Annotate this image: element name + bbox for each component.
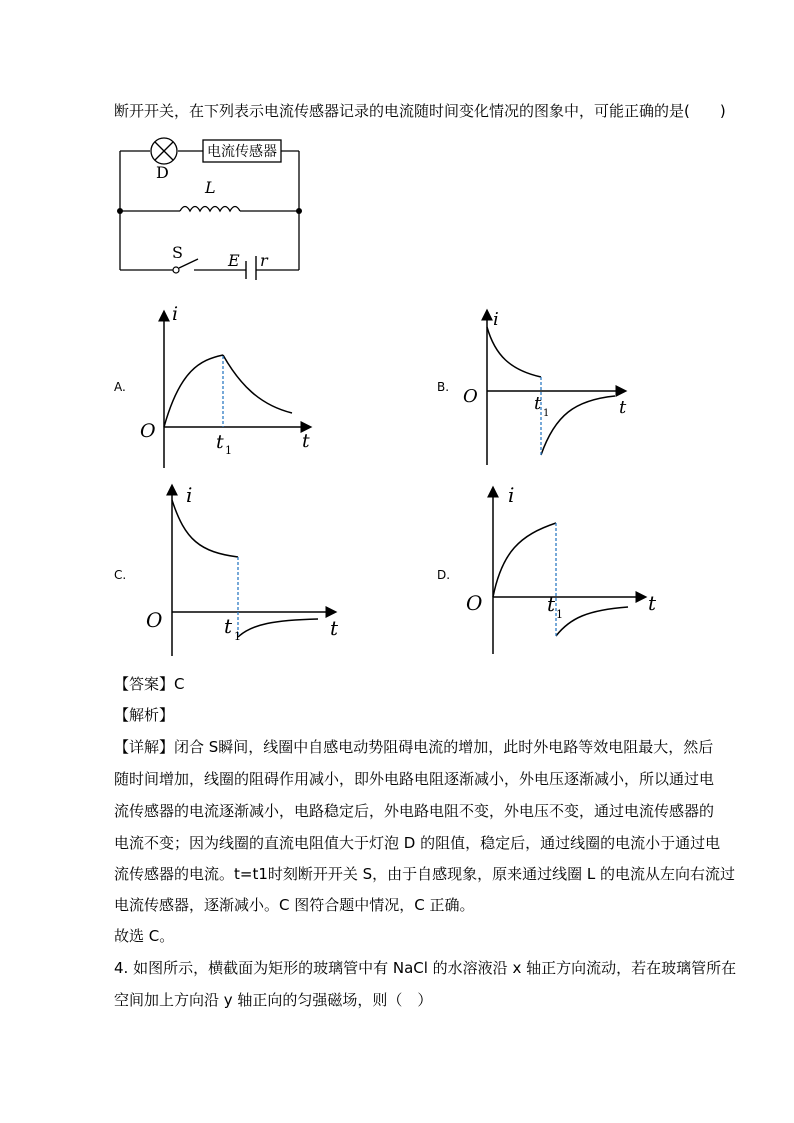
lamp-label: D bbox=[156, 163, 169, 182]
axis-label-i: i bbox=[508, 483, 515, 507]
axis-label-t: t bbox=[619, 397, 627, 418]
next-question-line: 4. 如图所示，横截面为矩形的玻璃管中有 NaCl 的水溶液沿 x 轴正方向流动，若在玻璃管所在 bbox=[114, 959, 737, 977]
switch-label: S bbox=[172, 243, 183, 262]
inductor-coil bbox=[180, 207, 240, 212]
graph-d bbox=[460, 480, 670, 655]
axis-label-O: O bbox=[463, 386, 478, 407]
axis-label-O: O bbox=[146, 608, 163, 632]
axis-label-t1-sub: 1 bbox=[234, 630, 241, 643]
axis-label-t1: t bbox=[216, 431, 224, 453]
graph-a bbox=[130, 300, 330, 472]
detail-line: 电流传感器，逐渐减小。C 图符合题中情况，C 正确。 bbox=[114, 896, 475, 914]
current-sensor-label: 电流传感器 bbox=[207, 144, 277, 160]
axis-label-t1-sub: 1 bbox=[543, 408, 550, 419]
axis-label-t: t bbox=[330, 616, 339, 640]
axis-label-t: t bbox=[648, 591, 657, 615]
option-b-letter: B. bbox=[437, 380, 450, 394]
resistance-label: r bbox=[260, 251, 268, 270]
inductor-label: L bbox=[205, 178, 216, 197]
option-c-letter: C. bbox=[114, 568, 127, 582]
question-stem: 断开开关，在下列表示电流传感器记录的电流随时间变化情况的图象中，可能正确的是( ) bbox=[114, 102, 726, 120]
conclusion: 故选 C。 bbox=[114, 927, 175, 945]
emf-label: E bbox=[228, 251, 240, 270]
battery-symbol bbox=[246, 256, 256, 280]
axis-label-t: t bbox=[302, 430, 310, 452]
axis-label-t1: t bbox=[224, 614, 233, 638]
detail-line: 电流不变；因为线圈的直流电阻值大于灯泡 D 的阻值，稳定后，通过线圈的电流小于通过电 bbox=[114, 834, 721, 852]
option-d-letter: D. bbox=[437, 568, 451, 582]
axis-label-O: O bbox=[466, 591, 483, 615]
detail-line: 流传感器的电流。t=t1时刻断开开关 S，由于自感现象，原来通过线圈 L 的电流从左向右流过 bbox=[114, 865, 736, 883]
axis-label-t1-sub: 1 bbox=[556, 608, 563, 621]
lamp-symbol bbox=[151, 138, 177, 164]
axis-label-t1: t bbox=[534, 393, 542, 414]
graph-c bbox=[140, 480, 360, 660]
circuit-diagram bbox=[110, 130, 320, 280]
axis-label-t1: t bbox=[547, 592, 556, 616]
graph-b bbox=[455, 305, 645, 470]
analysis-heading: 【解析】 bbox=[114, 706, 175, 724]
axis-label-i: i bbox=[186, 483, 193, 507]
answer-line: 【答案】C bbox=[114, 675, 185, 693]
axis-label-i: i bbox=[493, 309, 499, 330]
axis-label-i: i bbox=[172, 303, 179, 325]
axis-label-t1-sub: 1 bbox=[225, 444, 232, 457]
axis-label-O: O bbox=[140, 420, 156, 442]
next-question-line: 空间加上方向沿 y 轴正向的匀强磁场，则（ ） bbox=[114, 991, 433, 1009]
option-a-letter: A. bbox=[114, 380, 126, 394]
detail-line: 随时间增加，线圈的阻碍作用减小，即外电路电阻逐渐减小，外电压逐渐减小，所以通过电 bbox=[114, 770, 715, 788]
detail-line: 【详解】闭合 S瞬间，线圈中自感电动势阻碍电流的增加，此时外电路等效电阻最大，然后 bbox=[114, 738, 714, 756]
detail-line: 流传感器的电流逐渐减小，电路稳定后，外电路电阻不变，外电压不变，通过电流传感器的 bbox=[114, 802, 715, 820]
